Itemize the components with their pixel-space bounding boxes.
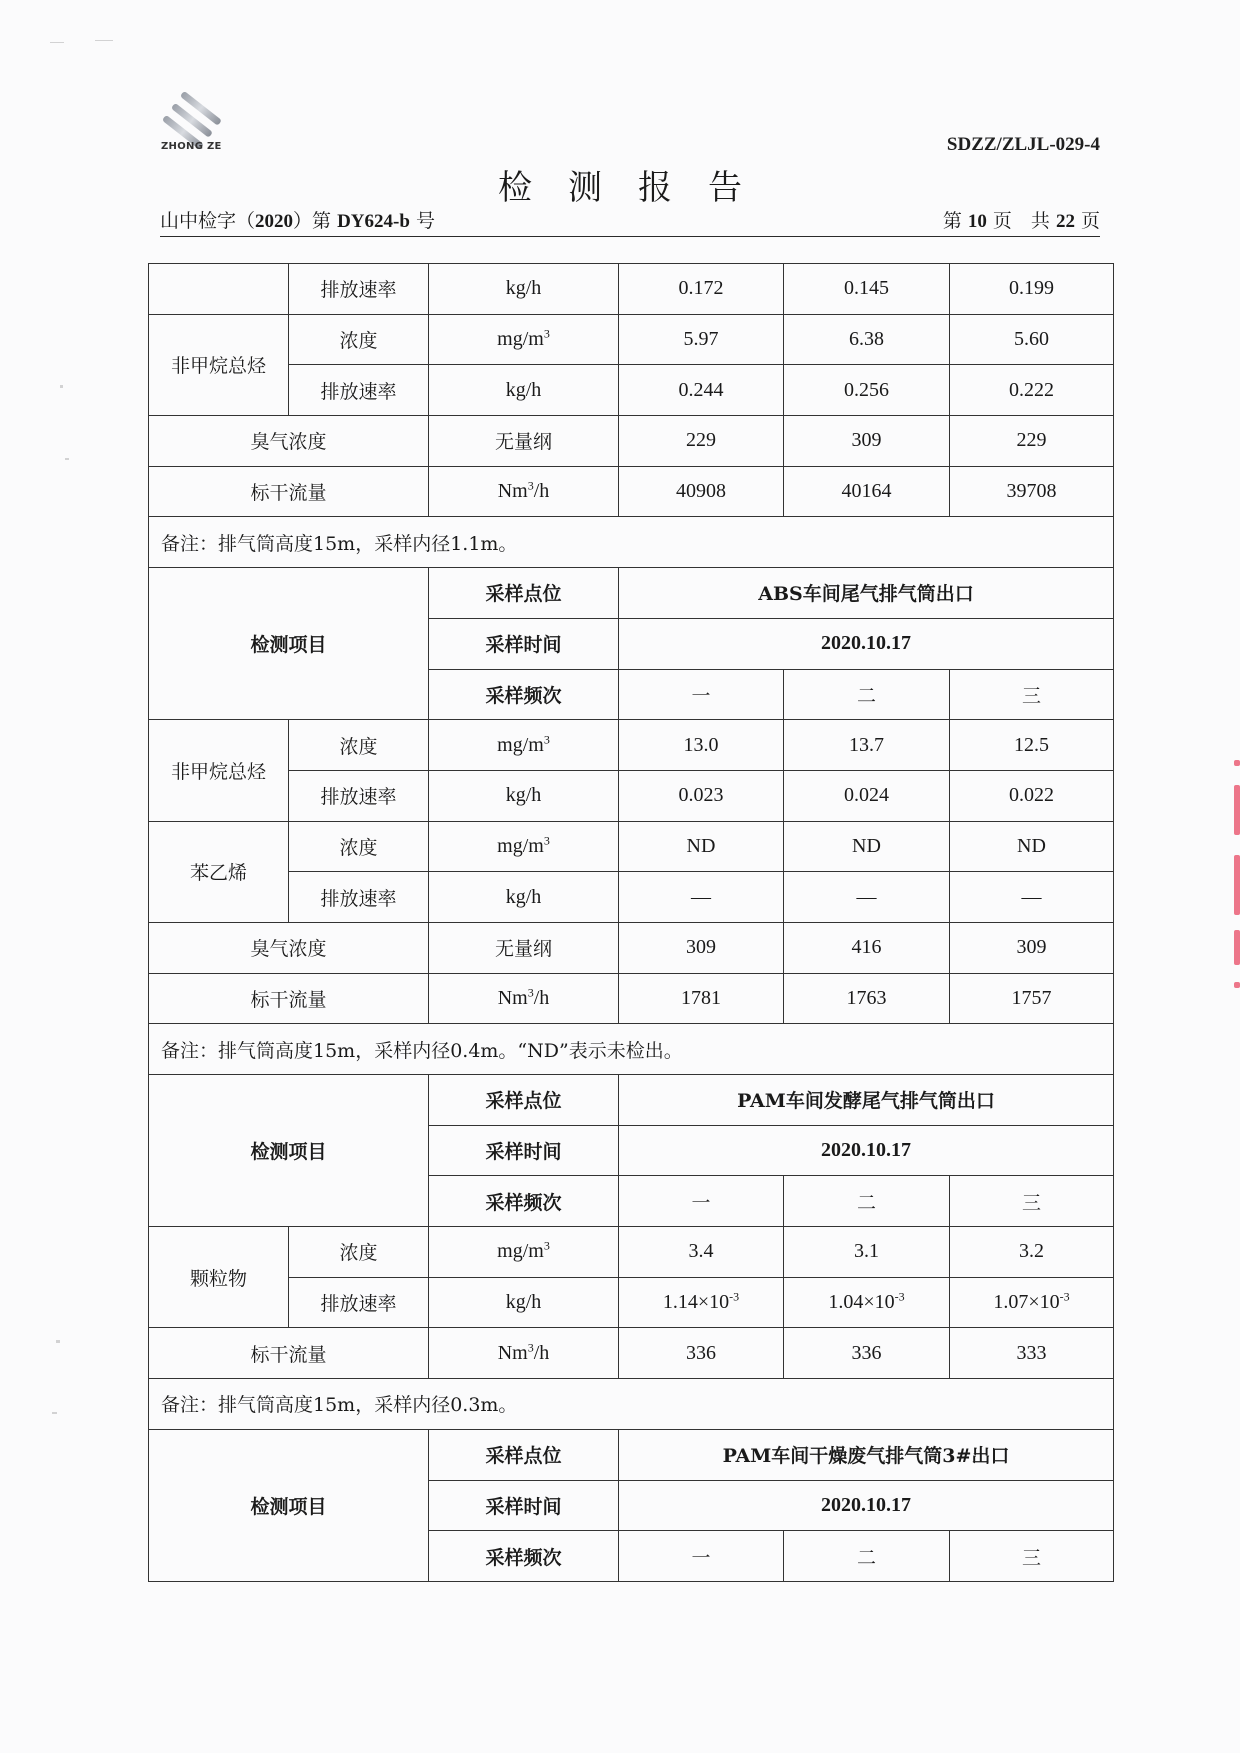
frequency-cell: 二 xyxy=(784,1531,950,1582)
unit-cell xyxy=(429,1328,619,1379)
frequency-cell: 二 xyxy=(784,669,950,720)
unit-base: mg/m xyxy=(497,1240,544,1263)
value-cell: ND xyxy=(784,821,950,872)
table-row xyxy=(149,1328,1114,1379)
unit-cell xyxy=(429,973,619,1024)
page-title: 检测报告 xyxy=(498,168,778,208)
unit-cell: kg/h xyxy=(429,1277,619,1328)
seal-mark xyxy=(1234,760,1240,766)
page-indicator xyxy=(943,206,1100,233)
unit-sup: 3 xyxy=(543,1238,550,1253)
test-item-label: 检测项目 xyxy=(149,1075,429,1227)
value-cell xyxy=(950,1277,1114,1328)
value-base: 1.14×10 xyxy=(662,1291,730,1314)
remark-cell: 备注：排气筒高度15m，采样内径1.1m。 xyxy=(149,517,1114,568)
value-cell: 0.172 xyxy=(619,264,784,315)
frequency-cell: 三 xyxy=(950,1531,1114,1582)
page-total: 22 xyxy=(1055,211,1075,232)
unit-cell: 无量纲 xyxy=(429,922,619,973)
table-row xyxy=(149,365,1114,416)
item-cell: 颗粒物 xyxy=(149,1227,289,1328)
value-cell: — xyxy=(950,872,1114,923)
value-cell: 0.244 xyxy=(619,365,784,416)
sampling-point-value: PAM车间干燥废气排气筒3#出口 xyxy=(619,1429,1114,1480)
value-exponent: -3 xyxy=(1059,1289,1070,1304)
value-cell: 1781 xyxy=(619,973,784,1024)
value-cell: 13.0 xyxy=(619,720,784,771)
value-cell: 0.024 xyxy=(784,770,950,821)
sampling-frequency-label: 采样频次 xyxy=(429,1176,619,1227)
report-number xyxy=(160,206,435,233)
value-cell: 1757 xyxy=(950,973,1114,1024)
unit-cell: kg/h xyxy=(429,365,619,416)
table-row xyxy=(149,466,1114,517)
unit-sup: 3 xyxy=(527,478,534,493)
value-cell xyxy=(619,1277,784,1328)
report-number-suffix: 号 xyxy=(409,210,435,232)
sampling-time-label: 采样时间 xyxy=(429,1125,619,1176)
remark-row xyxy=(149,517,1114,568)
item-cell: 臭气浓度 xyxy=(149,922,429,973)
logo-text: ZHONG ZE xyxy=(161,141,222,152)
seal-mark xyxy=(1234,982,1240,988)
page-suffix: 页 xyxy=(1074,210,1100,232)
value-cell: 40908 xyxy=(619,466,784,517)
param-cell: 排放速率 xyxy=(289,264,429,315)
scan-speck xyxy=(56,1340,60,1343)
value-cell: 0.023 xyxy=(619,770,784,821)
value-cell xyxy=(784,1277,950,1328)
item-cell: 非甲烷总烃 xyxy=(149,314,289,415)
value-cell: 0.022 xyxy=(950,770,1114,821)
remark-cell: 备注：排气筒高度15m，采样内径0.3m。 xyxy=(149,1379,1114,1430)
item-cell: 苯乙烯 xyxy=(149,821,289,922)
table-row xyxy=(149,821,1114,872)
value-exponent: -3 xyxy=(894,1289,905,1304)
param-cell: 排放速率 xyxy=(289,1277,429,1328)
param-cell: 浓度 xyxy=(289,314,429,365)
unit-tail: /h xyxy=(533,480,550,503)
value-cell: 0.222 xyxy=(950,365,1114,416)
table-row xyxy=(149,416,1114,467)
item-cell: 非甲烷总烃 xyxy=(149,720,289,821)
report-subheader xyxy=(160,208,1100,237)
table-row xyxy=(149,973,1114,1024)
unit-cell: 无量纲 xyxy=(429,416,619,467)
value-cell: ND xyxy=(950,821,1114,872)
unit-base: mg/m xyxy=(497,834,544,857)
value-cell: 309 xyxy=(950,922,1114,973)
value-cell: 39708 xyxy=(950,466,1114,517)
scan-speck xyxy=(95,40,113,41)
unit-cell xyxy=(429,1227,619,1278)
unit-sup: 3 xyxy=(527,985,534,1000)
section-header-row xyxy=(149,1075,1114,1126)
seal-mark xyxy=(1234,930,1240,965)
sampling-frequency-label: 采样频次 xyxy=(429,669,619,720)
param-cell: 排放速率 xyxy=(289,872,429,923)
sampling-frequency-label: 采样频次 xyxy=(429,1531,619,1582)
value-exponent: -3 xyxy=(729,1289,740,1304)
remark-row xyxy=(149,1379,1114,1430)
sampling-point-label: 采样点位 xyxy=(429,1429,619,1480)
unit-cell: kg/h xyxy=(429,770,619,821)
sampling-point-value: ABS车间尾气排气筒出口 xyxy=(619,568,1114,619)
unit-cell xyxy=(429,466,619,517)
report-number-mid: ）第 xyxy=(293,210,338,232)
sampling-time-value: 2020.10.17 xyxy=(619,618,1114,669)
sampling-point-label: 采样点位 xyxy=(429,568,619,619)
test-item-label: 检测项目 xyxy=(149,568,429,720)
value-cell: 13.7 xyxy=(784,720,950,771)
table-row xyxy=(149,264,1114,315)
unit-cell xyxy=(429,821,619,872)
param-cell: 排放速率 xyxy=(289,365,429,416)
param-cell: 浓度 xyxy=(289,1227,429,1278)
param-cell: 浓度 xyxy=(289,821,429,872)
value-cell: 309 xyxy=(784,416,950,467)
value-cell: 6.38 xyxy=(784,314,950,365)
value-cell: 336 xyxy=(619,1328,784,1379)
table-row xyxy=(149,720,1114,771)
sampling-time-value: 2020.10.17 xyxy=(619,1480,1114,1531)
scan-speck xyxy=(60,385,63,388)
unit-base: Nm xyxy=(497,1341,528,1364)
value-cell: 0.145 xyxy=(784,264,950,315)
param-cell: 浓度 xyxy=(289,720,429,771)
value-cell: 0.256 xyxy=(784,365,950,416)
value-cell: 3.2 xyxy=(950,1227,1114,1278)
unit-cell: kg/h xyxy=(429,872,619,923)
value-cell: 0.199 xyxy=(950,264,1114,315)
unit-sup: 3 xyxy=(543,833,550,848)
scan-speck xyxy=(50,42,64,43)
unit-sup: 3 xyxy=(527,1340,534,1355)
table-row xyxy=(149,314,1114,365)
value-cell: 3.4 xyxy=(619,1227,784,1278)
value-base: 1.07×10 xyxy=(993,1291,1060,1314)
table-row xyxy=(149,872,1114,923)
sampling-time-value: 2020.10.17 xyxy=(619,1125,1114,1176)
item-cell: 标干流量 xyxy=(149,1328,429,1379)
table-row xyxy=(149,1277,1114,1328)
item-cell: 标干流量 xyxy=(149,466,429,517)
value-cell: 1763 xyxy=(784,973,950,1024)
frequency-cell: 一 xyxy=(619,1531,784,1582)
seal-mark xyxy=(1234,855,1240,915)
table-row xyxy=(149,922,1114,973)
unit-sup: 3 xyxy=(543,326,550,341)
frequency-cell: 三 xyxy=(950,1176,1114,1227)
page-prefix: 第 xyxy=(942,210,968,232)
report-number-prefix: 山中检字（ xyxy=(160,210,256,232)
report-year: 2020 xyxy=(255,211,294,232)
page-current: 10 xyxy=(967,211,987,232)
unit-sup: 3 xyxy=(543,731,550,746)
unit-cell: kg/h xyxy=(429,264,619,315)
value-cell: ND xyxy=(619,821,784,872)
value-cell: 333 xyxy=(950,1328,1114,1379)
test-item-label: 检测项目 xyxy=(149,1429,429,1581)
value-cell: 229 xyxy=(950,416,1114,467)
unit-base: Nm xyxy=(497,480,528,503)
value-cell: 12.5 xyxy=(950,720,1114,771)
unit-base: mg/m xyxy=(497,733,544,756)
value-cell: 5.60 xyxy=(950,314,1114,365)
page-mid: 页 共 xyxy=(986,210,1056,232)
item-cell: 标干流量 xyxy=(149,973,429,1024)
frequency-cell: 一 xyxy=(619,669,784,720)
scan-speck xyxy=(65,458,69,460)
value-cell: 3.1 xyxy=(784,1227,950,1278)
item-cell xyxy=(149,264,289,315)
unit-base: mg/m xyxy=(497,328,544,351)
frequency-cell: 三 xyxy=(950,669,1114,720)
frequency-cell: 二 xyxy=(784,1176,950,1227)
unit-tail: /h xyxy=(533,986,550,1009)
document-code: SDZZ/ZLJL-029-4 xyxy=(946,134,1100,155)
param-cell: 排放速率 xyxy=(289,770,429,821)
frequency-cell: 一 xyxy=(619,1176,784,1227)
section-header-row xyxy=(149,1429,1114,1480)
remark-cell: 备注：排气筒高度15m，采样内径0.4m。“ND”表示未检出。 xyxy=(149,1024,1114,1075)
unit-base: Nm xyxy=(497,986,528,1009)
red-seal-fragment xyxy=(1230,760,1240,990)
unit-cell xyxy=(429,314,619,365)
unit-cell xyxy=(429,720,619,771)
item-cell: 臭气浓度 xyxy=(149,416,429,467)
remark-row xyxy=(149,1024,1114,1075)
sampling-point-label: 采样点位 xyxy=(429,1075,619,1126)
value-cell: 416 xyxy=(784,922,950,973)
value-cell: — xyxy=(784,872,950,923)
value-cell: — xyxy=(619,872,784,923)
seal-mark xyxy=(1234,785,1240,835)
report-number-code: DY624-b xyxy=(337,211,410,232)
value-cell: 229 xyxy=(619,416,784,467)
scan-speck xyxy=(52,1412,57,1414)
value-cell: 5.97 xyxy=(619,314,784,365)
value-base: 1.04×10 xyxy=(828,1291,895,1314)
value-cell: 309 xyxy=(619,922,784,973)
sampling-point-value: PAM车间发酵尾气排气筒出口 xyxy=(619,1075,1114,1126)
test-results-table xyxy=(148,263,1114,1582)
sampling-time-label: 采样时间 xyxy=(429,618,619,669)
section-header-row xyxy=(149,568,1114,619)
unit-tail: /h xyxy=(533,1341,550,1364)
table-row xyxy=(149,770,1114,821)
value-cell: 336 xyxy=(784,1328,950,1379)
sampling-time-label: 采样时间 xyxy=(429,1480,619,1531)
table-row xyxy=(149,1227,1114,1278)
value-cell: 40164 xyxy=(784,466,950,517)
